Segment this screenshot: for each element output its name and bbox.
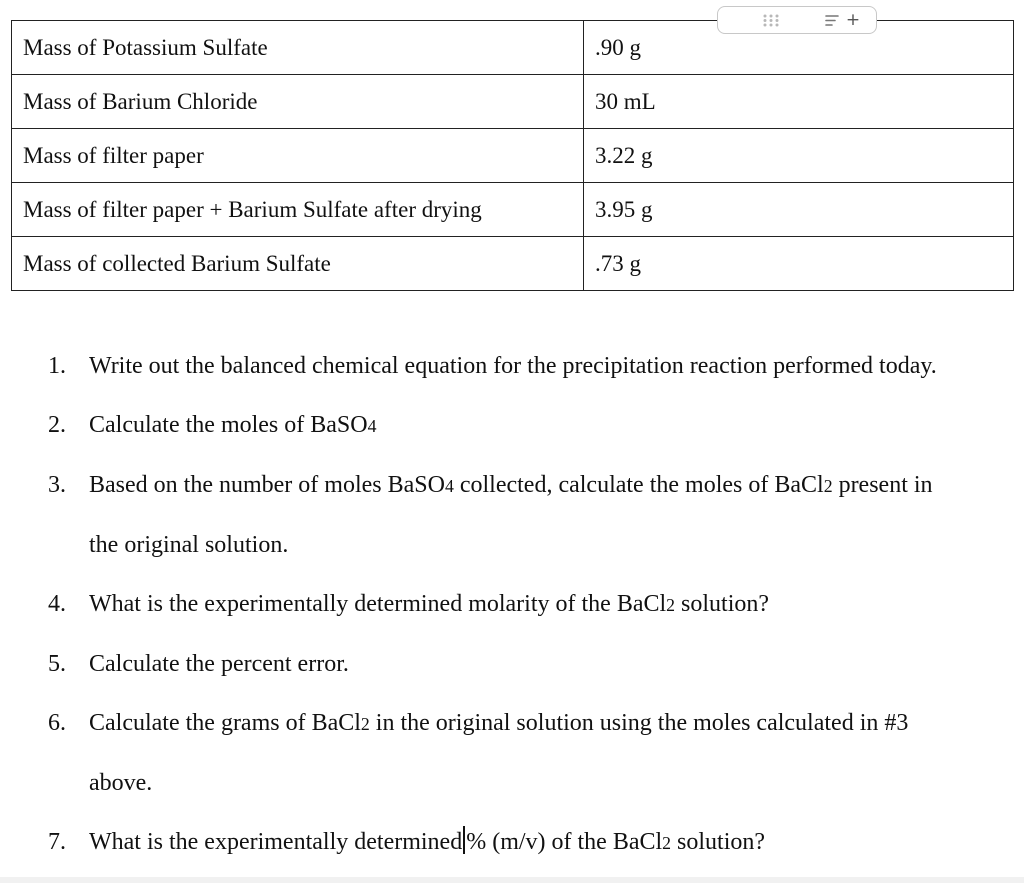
question-number: 2. (48, 412, 66, 438)
question-number: 3. (48, 472, 66, 498)
question-number: 7. (48, 829, 66, 855)
question-text: What is the experimentally determined molarity of the BaCl (89, 591, 667, 617)
question-text: solution? (671, 829, 766, 855)
question-item[interactable] (48, 575, 1008, 635)
subscript: 4 (444, 476, 454, 496)
question-item[interactable] (48, 635, 1008, 694)
table-cell-value[interactable]: 30 mL (584, 75, 1014, 129)
question-number: 4. (48, 591, 66, 617)
question-text: present in (832, 472, 933, 498)
table-cell-label[interactable]: Mass of Barium Chloride (12, 75, 584, 129)
subscript: 2 (666, 595, 676, 615)
subscript: 2 (360, 714, 370, 734)
question-text: Based on the number of moles BaSO (89, 472, 445, 498)
question-text: Calculate the percent error. (89, 651, 349, 677)
drag-handle-icon[interactable] (761, 13, 781, 27)
question-list (48, 337, 1008, 873)
table-cell-label[interactable]: Mass of collected Barium Sulfate (12, 237, 584, 291)
table-cell-label[interactable]: Mass of Potassium Sulfate (12, 21, 584, 75)
data-table (11, 20, 1014, 291)
table-row (12, 237, 1014, 291)
subscript: 2 (823, 476, 833, 496)
text-cursor (463, 826, 465, 854)
question-text: solution? (675, 591, 770, 617)
subscript: 2 (662, 833, 672, 853)
question-text: Calculate the grams of BaCl (89, 710, 361, 736)
table-cell-value[interactable]: 3.95 g (584, 183, 1014, 237)
table-cell-label[interactable]: Mass of filter paper (12, 129, 584, 183)
question-text: Calculate the moles of BaSO (89, 412, 368, 438)
question-number: 5. (48, 651, 66, 677)
question-number: 1. (48, 353, 66, 379)
question-item[interactable] (48, 456, 1008, 575)
filter-icon[interactable] (825, 14, 839, 28)
question-item[interactable] (48, 396, 1008, 456)
question-text: collected, calculate the moles of BaCl (453, 472, 824, 498)
question-text: % (m/v) of the BaCl (466, 829, 663, 855)
question-text: in the original solution using the moles calculated in #3 (369, 710, 909, 736)
add-icon[interactable]: + (845, 10, 861, 30)
table-row (12, 75, 1014, 129)
question-text: Write out the balanced chemical equation for the precipitation reaction performed today. (89, 353, 937, 379)
question-text-continued: above. (89, 770, 153, 796)
table-toolbar (717, 6, 877, 34)
question-text-continued: the original solution. (89, 532, 289, 558)
table-cell-value[interactable]: 3.22 g (584, 129, 1014, 183)
question-item[interactable] (48, 813, 1008, 873)
bottom-edge (0, 877, 1024, 883)
subscript: 4 (367, 416, 377, 436)
question-item[interactable] (48, 337, 1008, 396)
question-text: What is the experimentally determined (89, 829, 463, 855)
question-number: 6. (48, 710, 66, 736)
table-row (12, 129, 1014, 183)
table-cell-value[interactable]: .73 g (584, 237, 1014, 291)
table-cell-value[interactable]: .90 g (584, 21, 1014, 75)
table-cell-label[interactable]: Mass of filter paper + Barium Sulfate after drying (12, 183, 584, 237)
question-item[interactable] (48, 694, 1008, 813)
table-row (12, 183, 1014, 237)
